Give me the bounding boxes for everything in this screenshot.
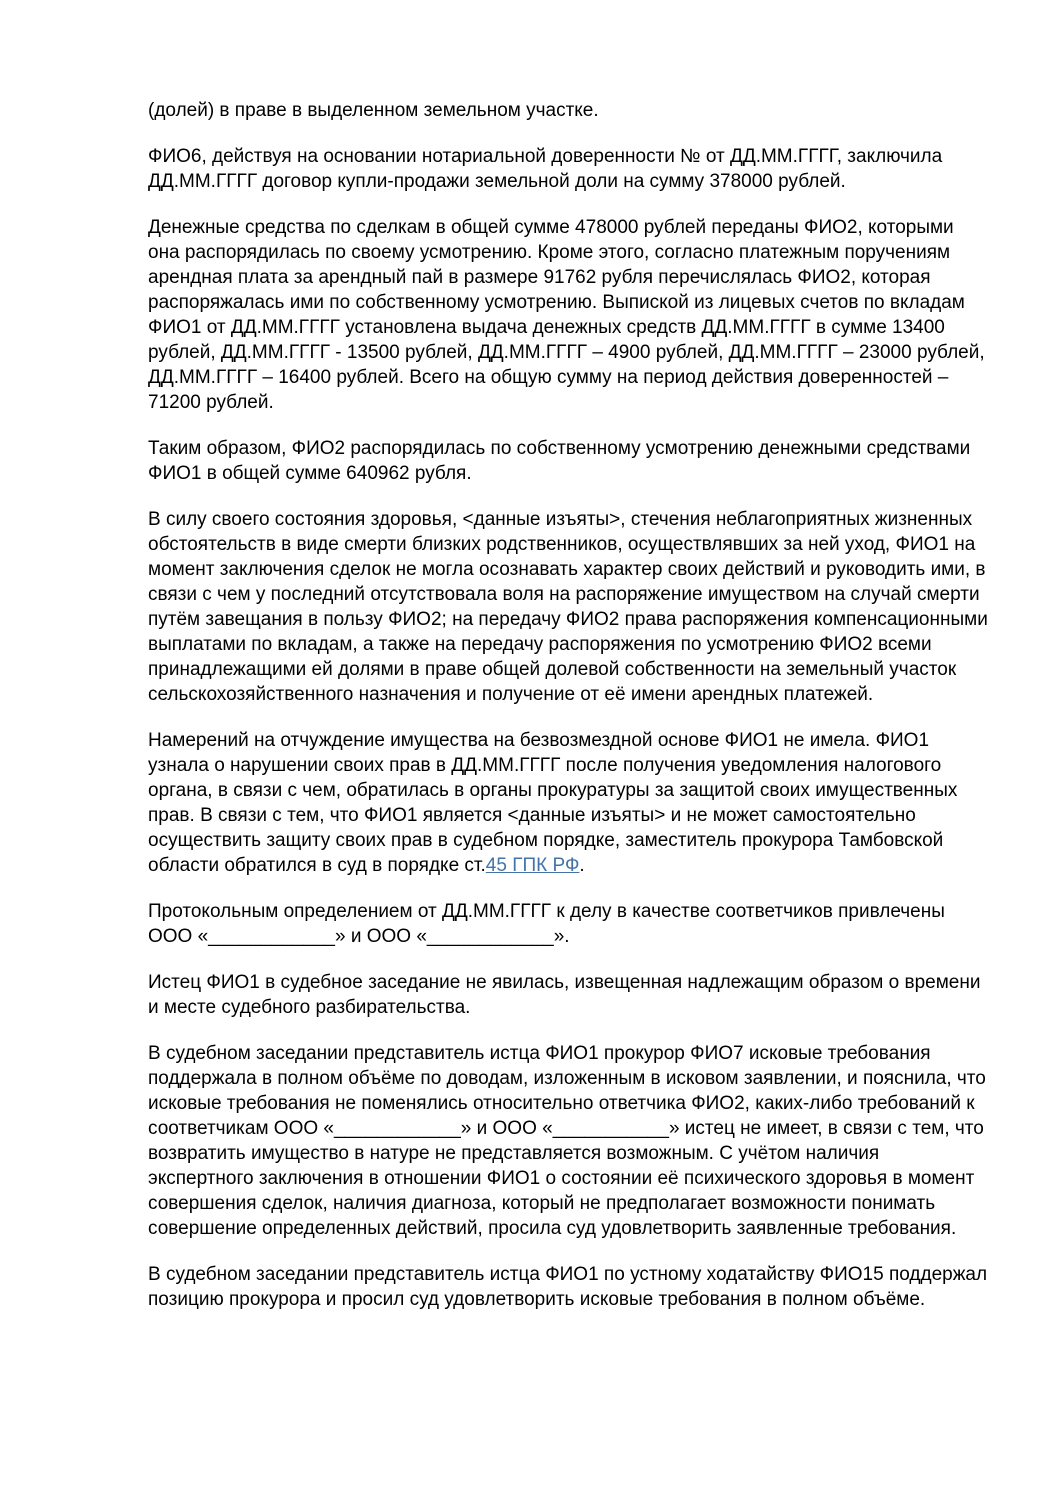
paragraph-4: Таким образом, ФИО2 распорядилась по собственному усмотрению денежными средствами ФИО1 в общей сумме 640962 рубля.	[148, 438, 976, 484]
paragraph-9: В судебном заседании представитель истца ФИО1 прокурор ФИО7 исковые требования поддержала в полном объёме по доводам, изложенным в исковом заявлении, и пояснила, что исковые требования не поменялись относительно ответчика ФИО2, каких-либо требований к соответчикам ООО «____________» и ООО «___________» истец не имеет, в связи с тем, что возвратить имущество в натуре не представляется возможным. С учётом наличия экспертного заключения в отношении ФИО1 о состоянии её психического здоровья в момент совершения сделок, наличия диагноза, который не предполагает возможности понимать совершение определенных действий, просила суд удовлетворить заявленные требования.	[148, 1043, 992, 1239]
paragraph-6-text: Намерений на отчуждение имущества на безвозмездной основе ФИО1 не имела. ФИО1 узнала о нарушении своих прав в ДД.ММ.ГГГГ после получения уведомления налогового органа, в связи с чем, обратилась в органы прокуратуры за защитой своих имущественных прав. В связи с тем, что ФИО1 является <данные изъяты> и не может самостоятельно осуществить защиту своих прав в судебном порядке, заместитель прокурора Тамбовской области обратился в суд в порядке ст.	[148, 730, 963, 876]
paragraph-6-after-text: .	[579, 855, 585, 876]
gpk-rf-45-link[interactable]: 45 ГПК РФ	[485, 855, 580, 876]
paragraph-1: (долей) в праве в выделенном земельном участке.	[148, 100, 599, 121]
paragraph-2: ФИО6, действуя на основании нотариальной доверенности № от ДД.ММ.ГГГГ, заключила ДД.ММ.ГГГГ договор купли-продажи земельной доли на сумму 378000 рублей.	[148, 146, 948, 192]
paragraph-7: Протокольным определением от ДД.ММ.ГГГГ к делу в качестве соответчиков привлечены ООО «____________» и ООО «____________».	[148, 901, 951, 947]
paragraph-10: В судебном заседании представитель истца ФИО1 по устному ходатайству ФИО15 поддержал позицию прокурора и просил суд удовлетворить исковые требования в полном объёме.	[148, 1264, 993, 1310]
paragraph-3: Денежные средства по сделкам в общей сумме 478000 рублей переданы ФИО2, которыми она распорядилась по своему усмотрению. Кроме этого, согласно платежным поручениям арендная плата за арендный пай в размере 91762 рубля перечислялась ФИО2, которая распоряжалась ими по собственному усмотрению. Выпиской из лицевых счетов по вкладам ФИО1 от ДД.ММ.ГГГГ установлена выдача денежных средств ДД.ММ.ГГГГ в сумме 13400 рублей, ДД.ММ.ГГГГ - 13500 рублей, ДД.ММ.ГГГГ – 4900 рублей, ДД.ММ.ГГГГ – 23000 рублей, ДД.ММ.ГГГГ – 16400 рублей. Всего на общую сумму на период действия доверенностей – 71200 рублей.	[148, 217, 990, 413]
paragraph-6	[148, 728, 989, 878]
paragraph-5: В силу своего состояния здоровья, <данные изъяты>, стечения неблагоприятных жизненных обстоятельств в виде смерти близких родственников, осуществлявших за ней уход, ФИО1 на момент заключения сделок не могла осознавать характер своих действий и руководить ими, в связи с чем у последний отсутствовала воля на распоряжение имуществом на случай смерти путём завещания в пользу ФИО2; на передачу ФИО2 права распоряжения компенсационными выплатами по вкладам, а также на передачу распоряжения по усмотрению ФИО2 всеми принадлежащими ей долями в праве общей долевой собственности на земельный участок сельскохозяйственного назначения и получение от её имени арендных платежей.	[148, 509, 994, 705]
paragraph-8: Истец ФИО1 в судебное заседание не явилась, извещенная надлежащим образом о времени и месте судебного разбирательства.	[148, 972, 986, 1018]
